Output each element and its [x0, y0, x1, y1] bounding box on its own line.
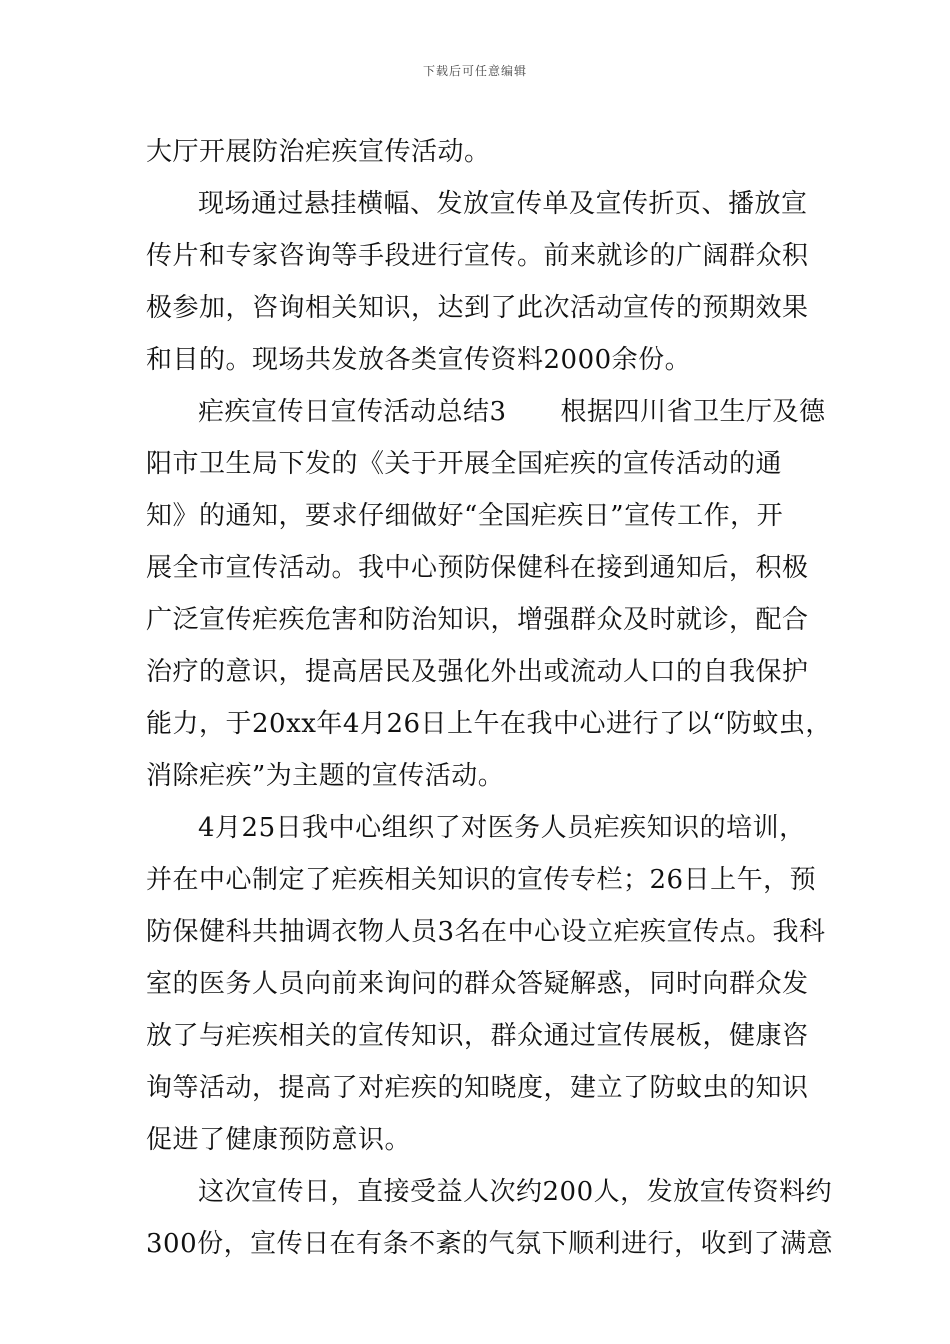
text-line: 展全市宣传活动。我中心预防保健科在接到通知后，积极: [146, 553, 809, 583]
text-line: 阳市卫生局下发的《关于开展全国疟疾的宣传活动的通: [146, 449, 783, 479]
text-line: 这次宣传日，直接受益人次约200人，发放宣传资料约: [198, 1177, 833, 1207]
text-line: 能力，于20xx年4月26日上午在我中心进行了以“防蚊虫，: [146, 709, 832, 739]
document-body: [146, 126, 834, 1270]
text-line: 现场通过悬挂横幅、发放宣传单及宣传折页、播放宣: [198, 189, 808, 219]
text-line: 根据四川省卫生厅及德: [560, 397, 826, 427]
text-line: 放了与疟疾相关的宣传知识，群众通过宣传展板，健康咨: [146, 1021, 809, 1051]
text-line: 4月25日我中心组织了对医务人员疟疾知识的培训，: [198, 813, 806, 843]
page-header-note: 下载后可任意编辑: [422, 64, 527, 78]
text-line: 室的医务人员向前来询问的群众答疑解惑，同时向群众发: [146, 969, 809, 999]
text-line: 和目的。现场共发放各类宣传资料2000余份。: [146, 345, 692, 375]
section-heading: 疟疾宣传日宣传活动总结3: [198, 397, 507, 427]
text-line: 传片和专家咨询等手段进行宣传。前来就诊的广阔群众积: [146, 241, 809, 271]
text-line: 广泛宣传疟疾危害和防治知识，增强群众及时就诊，配合: [146, 605, 809, 635]
text-line: 并在中心制定了疟疾相关知识的宣传专栏；26日上午，预: [146, 865, 817, 895]
text-line: 极参加，咨询相关知识，达到了此次活动宣传的预期效果: [146, 293, 809, 323]
text-line: 治疗的意识，提高居民及强化外出或流动人口的自我保护: [146, 657, 809, 687]
text-line: 消除疟疾”为主题的宣传活动。: [146, 761, 505, 791]
text-line: 大厅开展防治疟疾宣传活动。: [146, 137, 491, 167]
text-line: 知》的通知，要求仔细做好“全国疟疾日”宣传工作，开: [146, 501, 784, 531]
text-line: 300份，宣传日在有条不紊的气氛下顺利进行，收到了满意: [146, 1229, 834, 1259]
section-heading-line: [146, 386, 826, 438]
text-line: 询等活动，提高了对疟疾的知晓度，建立了防蚊虫的知识: [146, 1073, 809, 1103]
text-line: 防保健科共抽调衣物人员3名在中心设立疟疾宣传点。我科: [146, 917, 826, 947]
text-line: 促进了健康预防意识。: [146, 1125, 412, 1155]
